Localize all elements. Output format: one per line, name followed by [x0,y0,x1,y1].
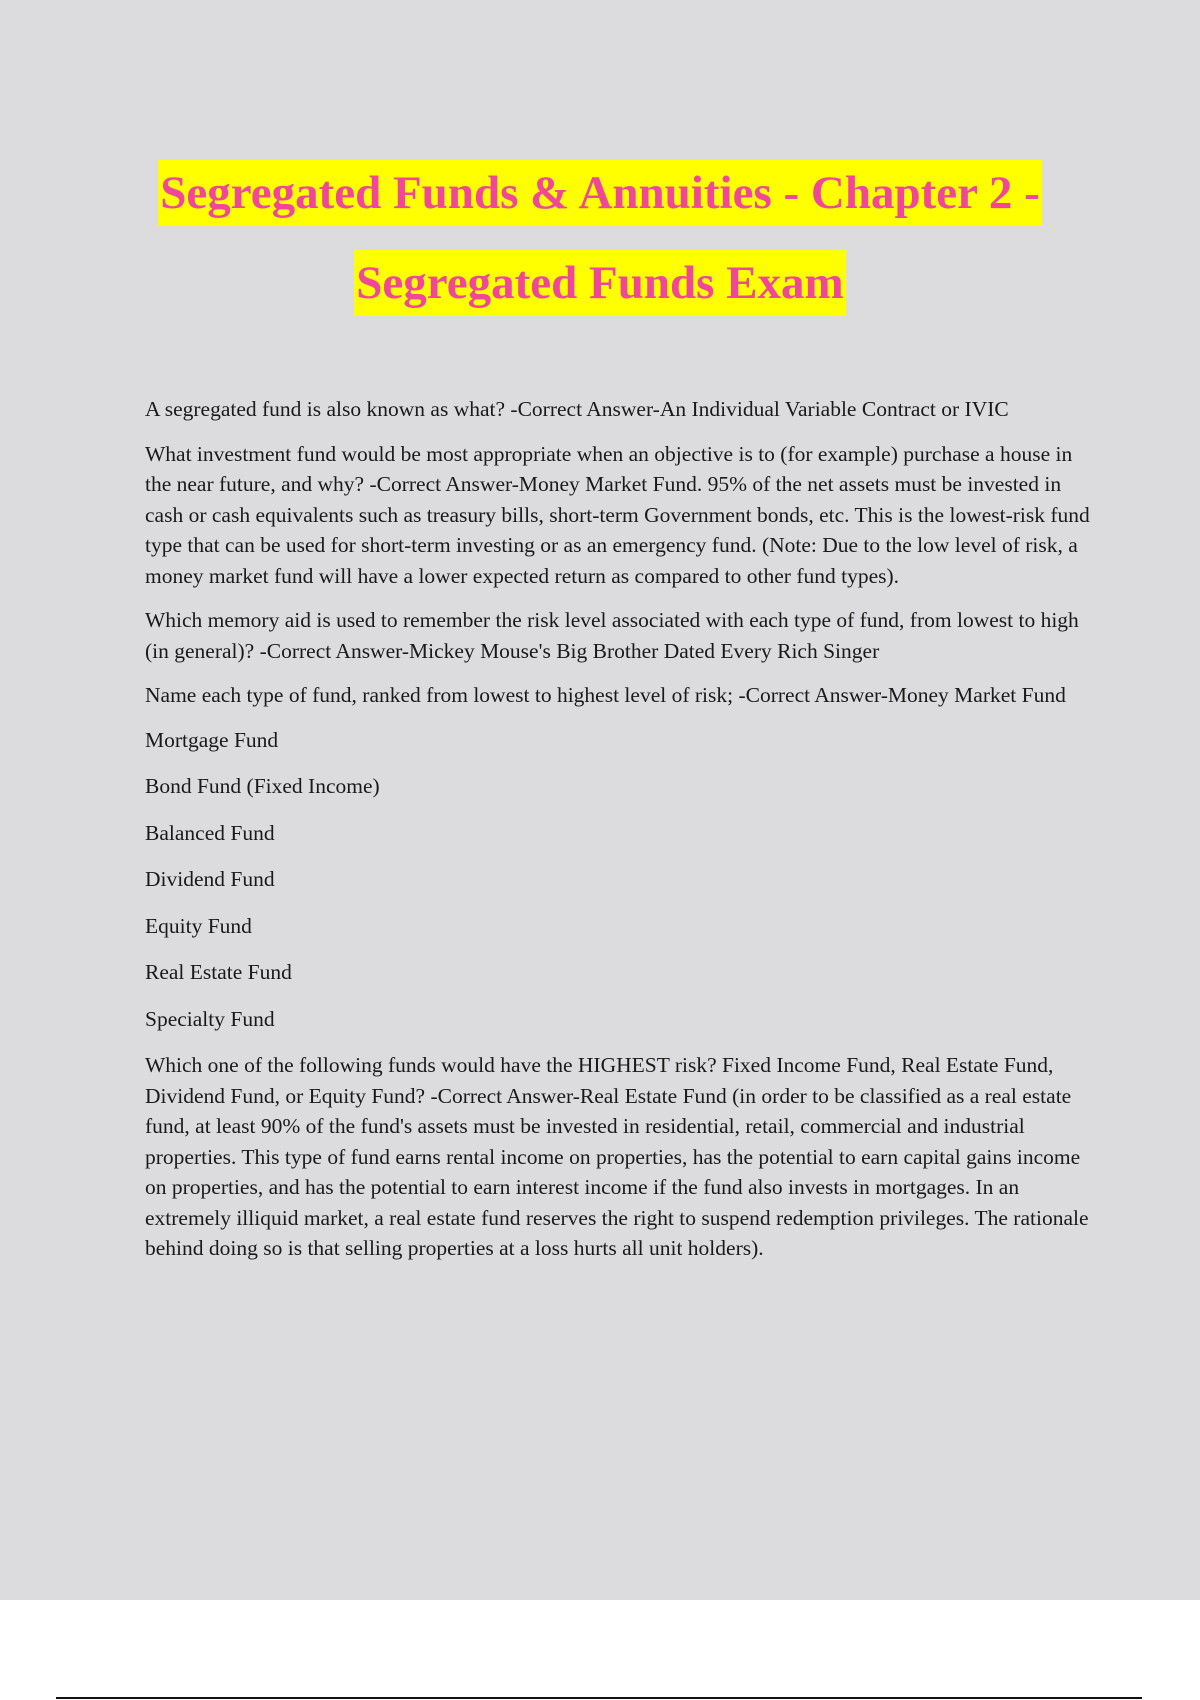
document-body [145,394,1090,1278]
document-title [0,160,1200,340]
question-paragraph: What investment fund would be most appropriate when an objective is to (for example) purchase a house in the near future, and why? -Correct Answer-Money Market Fund. 95% of the net assets must be invested in cash or cash equivalents such as treasury bills, short-term Government bonds, etc. This is the lowest-risk fund type that can be used for short-term investing or as an emergency fund. (Note: Due to the low level of risk, a money market fund will have a lower expected return as compared to other fund types). [145,441,1090,588]
question-paragraph: Which one of the following funds would have the HIGHEST risk? Fixed Income Fund, Real Estate Fund, Dividend Fund, or Equity Fund? -Correct Answer-Real Estate Fund (in order to be classified as a real estate fund, at least 90% of the fund's assets must be invested in residential, retail, commercial and industrial properties. This type of fund earns rental income on properties, has the potential to earn capital gains income on properties, and has the potential to earn interest income if the fund also invests in mortgages. In an extremely illiquid market, a real estate fund reserves the right to suspend redemption privileges. The rationale behind doing so is that selling properties at a loss hurts all unit holders). [145,1053,1089,1260]
fund-list-item: Specialty Fund [145,1006,275,1031]
fund-list-item: Equity Fund [145,913,252,938]
fund-list-item: Real Estate Fund [145,960,292,984]
fund-list-item: Balanced Fund [145,820,275,845]
question-paragraph: Which memory aid is used to remember the risk level associated with each type of fund, from lowest to high (in general)? -Correct Answer-Mickey Mouse's Big Brother Dated Every Rich Singer [145,608,1079,663]
footer-divider [56,1697,1142,1699]
title-line-2: Segregated Funds Exam [354,250,845,316]
question-paragraph: A segregated fund is also known as what? -Correct Answer-An Individual Variable Contract or IVIC [145,397,1009,421]
fund-list-item: Mortgage Fund [145,727,279,752]
question-paragraph: Name each type of fund, ranked from lowest to highest level of risk; -Correct Answer-Money Market Fund [145,683,1066,707]
fund-list-item: Bond Fund (Fixed Income) [145,774,380,798]
title-line-1: Segregated Funds & Annuities - Chapter 2 - [158,160,1042,226]
fund-list-item: Dividend Fund [145,867,275,891]
